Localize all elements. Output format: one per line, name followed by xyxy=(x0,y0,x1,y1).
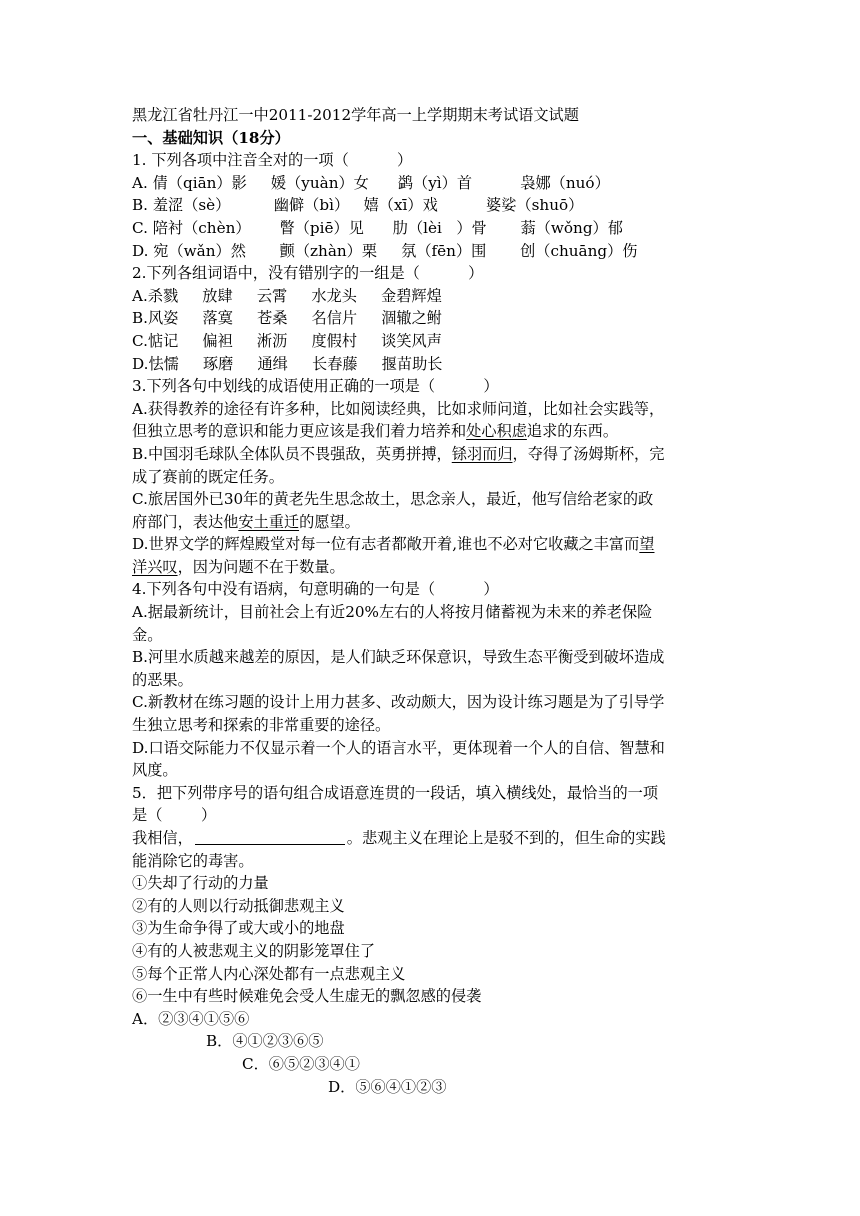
question-4-option-b-line2: 的恶果。 xyxy=(132,670,193,689)
question-1-option-a: A. 倩（qiān）影 媛（yuàn）女 鹢（yì）首 袅娜（nuó） xyxy=(132,173,610,192)
question-5-option-b: B．④①②③⑥⑤ xyxy=(206,1032,324,1051)
section-heading: 一、基础知识（18分） xyxy=(132,128,290,147)
text-span: ，因为问题不在于数量。 xyxy=(177,557,345,576)
question-1-option-c: C. 陪衬（chèn） 瞥（piē）见 肋（lèi ）骨 蓊（wǒng）郁 xyxy=(132,218,623,237)
text-span: 。悲观主义在理论上是驳不到的，但生命的实践 xyxy=(346,829,666,847)
question-1-option-d: D. 宛（wǎn）然 颤（zhàn）栗 氛（fēn）围 创（chuāng）伤 xyxy=(132,241,638,260)
question-1-stem: 1. 下列各项中注音全对的一项（ ） xyxy=(132,151,413,170)
underlined-idiom: 安土重迁 xyxy=(238,512,300,531)
question-5-option-a: A．②③④①⑤⑥ xyxy=(132,1009,250,1028)
question-5-passage-line2: 能消除它的毒害。 xyxy=(132,851,254,870)
text-span: 追求的东西。 xyxy=(526,422,618,441)
sentence-item: ⑥一生中有些时候难免会受人生虚无的飘忽感的侵袭 xyxy=(132,987,482,1006)
question-1-option-b: B. 羞涩（sè） 幽僻（bì） 嬉（xī）戏 婆娑（shuō） xyxy=(132,196,584,215)
fill-in-blank[interactable] xyxy=(195,830,345,845)
question-3-option-a-line1: A.获得教养的途径有许多种，比如阅读经典，比如求师问道，比如社会实践等， xyxy=(132,399,665,418)
sentence-item: ③为生命争得了或大或小的地盘 xyxy=(132,919,345,938)
text-span: 我相信， xyxy=(132,829,193,847)
question-4-option-a-line2: 金。 xyxy=(132,625,163,644)
question-3-option-a-line2 xyxy=(132,420,732,443)
underlined-idiom: 处心积虑 xyxy=(466,422,527,441)
text-span: ，夺得了汤姆斯杯，完 xyxy=(512,444,665,463)
question-2-option-b: B.风姿 落寞 苍桑 名信片 涸辙之鲋 xyxy=(132,309,442,328)
sentence-item: ①失却了行动的力量 xyxy=(132,874,269,893)
sentence-item: ⑤每个正常人内心深处都有一点悲观主义 xyxy=(132,964,406,983)
question-3-option-c-line2 xyxy=(132,511,732,534)
sentence-item: ②有的人则以行动抵御悲观主义 xyxy=(132,896,345,915)
text-span: 府部门，表达他 xyxy=(132,512,239,531)
question-5-stem-line2: 是（ ） xyxy=(132,806,217,825)
question-5-option-d: D．⑤⑥④①②③ xyxy=(328,1077,447,1096)
exam-page xyxy=(132,104,732,1098)
text-span: D.世界文学的辉煌殿堂对每一位有志者都敞开着,谁也不必对它收藏之丰富而 xyxy=(132,535,640,554)
question-5-stem-line1: 5．把下列带序号的语句组合成语意连贯的一段话，填入横线处，最恰当的一项 xyxy=(132,783,659,802)
text-span: 的愿望。 xyxy=(299,512,360,531)
underlined-idiom: 洋兴叹 xyxy=(132,557,178,576)
question-3-option-d-line2 xyxy=(132,556,732,579)
question-2-option-a: A.杀戮 放肆 云霄 水龙头 金碧辉煌 xyxy=(132,286,442,305)
question-4-option-d-line1: D.口语交际能力不仅显示着一个人的语言水平，更体现着一个人的自信、智慧和 xyxy=(132,738,665,757)
underlined-idiom: 铩羽而归 xyxy=(451,444,513,463)
question-3-stem: 3.下列各句中划线的成语使用正确的一项是（ ） xyxy=(132,377,499,396)
question-3-option-b-line1 xyxy=(132,443,732,466)
sentence-item: ④有的人被悲观主义的阴影笼罩住了 xyxy=(132,941,375,960)
question-2-stem: 2.下列各组词语中，没有错别字的一组是（ ） xyxy=(132,264,484,283)
question-5-passage-line1 xyxy=(132,827,732,850)
text-span: B.中国羽毛球队全体队员不畏强敌，英勇拼搏， xyxy=(132,444,452,463)
question-4-option-c-line2: 生独立思考和探索的非常重要的途径。 xyxy=(132,716,391,735)
question-5-option-c: C．⑥⑤②③④① xyxy=(242,1054,360,1073)
question-2-option-c: C.惦记 偏袒 淅沥 度假村 谈笑风声 xyxy=(132,331,442,350)
question-3-option-c-line1: C.旅居国外已30年的黄老先生思念故土，思念亲人，最近，他写信给老家的政 xyxy=(132,490,654,509)
question-4-option-b-line1: B.河里水质越来越差的原因，是人们缺乏环保意识，导致生态平衡受到破坏造成 xyxy=(132,648,665,667)
question-4-option-c-line1: C.新教材在练习题的设计上用力甚多、改动颇大，因为设计练习题是为了引导学 xyxy=(132,693,665,712)
question-4-option-d-line2: 风度。 xyxy=(132,761,178,780)
question-2-option-d: D.怯懦 琢磨 通缉 长春藤 揠苗助长 xyxy=(132,354,443,373)
underlined-idiom: 望 xyxy=(639,535,655,554)
question-3-option-b-line2: 成了赛前的既定任务。 xyxy=(132,467,284,486)
exam-title: 黑龙江省牡丹江一中2011-2012学年高一上学期期末考试语文试题 xyxy=(132,106,579,124)
question-4-stem: 4.下列各句中没有语病，句意明确的一句是（ ） xyxy=(132,580,499,599)
question-4-option-a-line1: A.据最新统计，目前社会上有近20%左右的人将按月储蓄视为未来的养老保险 xyxy=(132,603,653,622)
question-3-option-d-line1 xyxy=(132,533,732,556)
text-span: 但独立思考的意识和能力更应该是我们着力培养和 xyxy=(132,422,467,441)
